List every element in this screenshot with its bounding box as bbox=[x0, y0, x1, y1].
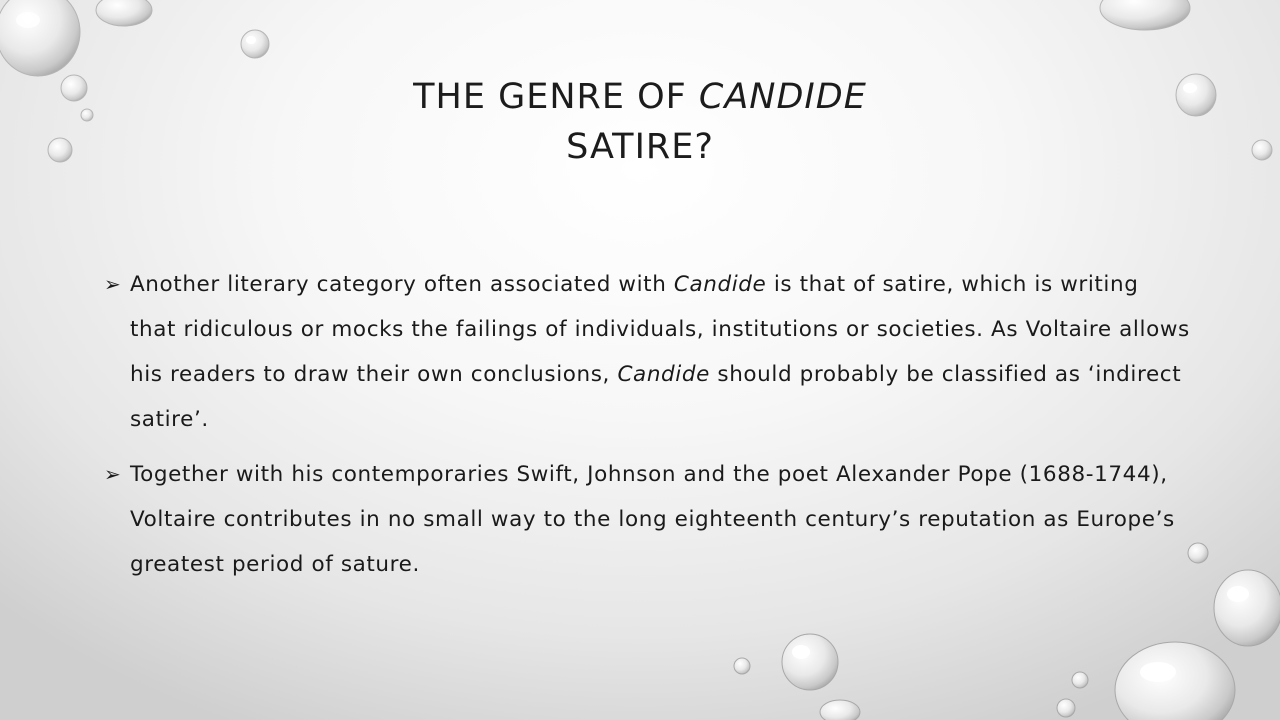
bullet-text bbox=[130, 272, 1190, 432]
title-line-1 bbox=[300, 72, 980, 122]
slide-title bbox=[300, 72, 980, 172]
bullet-text: Together with his contemporaries Swift, Johnson and the poet Alexander Pope (1688-1744), Voltaire contributes in no small way to the long eighteenth century’s reputation as Europe’s greatest period of sature. bbox=[130, 462, 1175, 577]
bullet-item bbox=[100, 262, 1190, 442]
bullet-text-part: Another literary category often associated with bbox=[130, 272, 674, 297]
bullet-text-part: should probably be classified as ‘indirect satire’. bbox=[130, 362, 1182, 432]
bullet-text-part: is that of satire, which is writing that ridiculous or mocks the failings of individuals, institutions or societies. As Voltaire allows his readers to draw their own conclusions, bbox=[130, 272, 1190, 387]
title-line-2: SATIRE? bbox=[566, 127, 714, 167]
bullet-italic-candide: Candide bbox=[617, 362, 710, 387]
bullet-item bbox=[100, 452, 1190, 587]
title-prefix: THE GENRE OF bbox=[413, 77, 699, 117]
arrow-bullet-icon: ➢ bbox=[104, 462, 122, 486]
slide-body bbox=[100, 262, 1190, 597]
bullet-italic-candide: Candide bbox=[673, 272, 767, 297]
arrow-bullet-icon: ➢ bbox=[104, 272, 122, 296]
title-italic-candide: CANDIDE bbox=[698, 77, 867, 117]
